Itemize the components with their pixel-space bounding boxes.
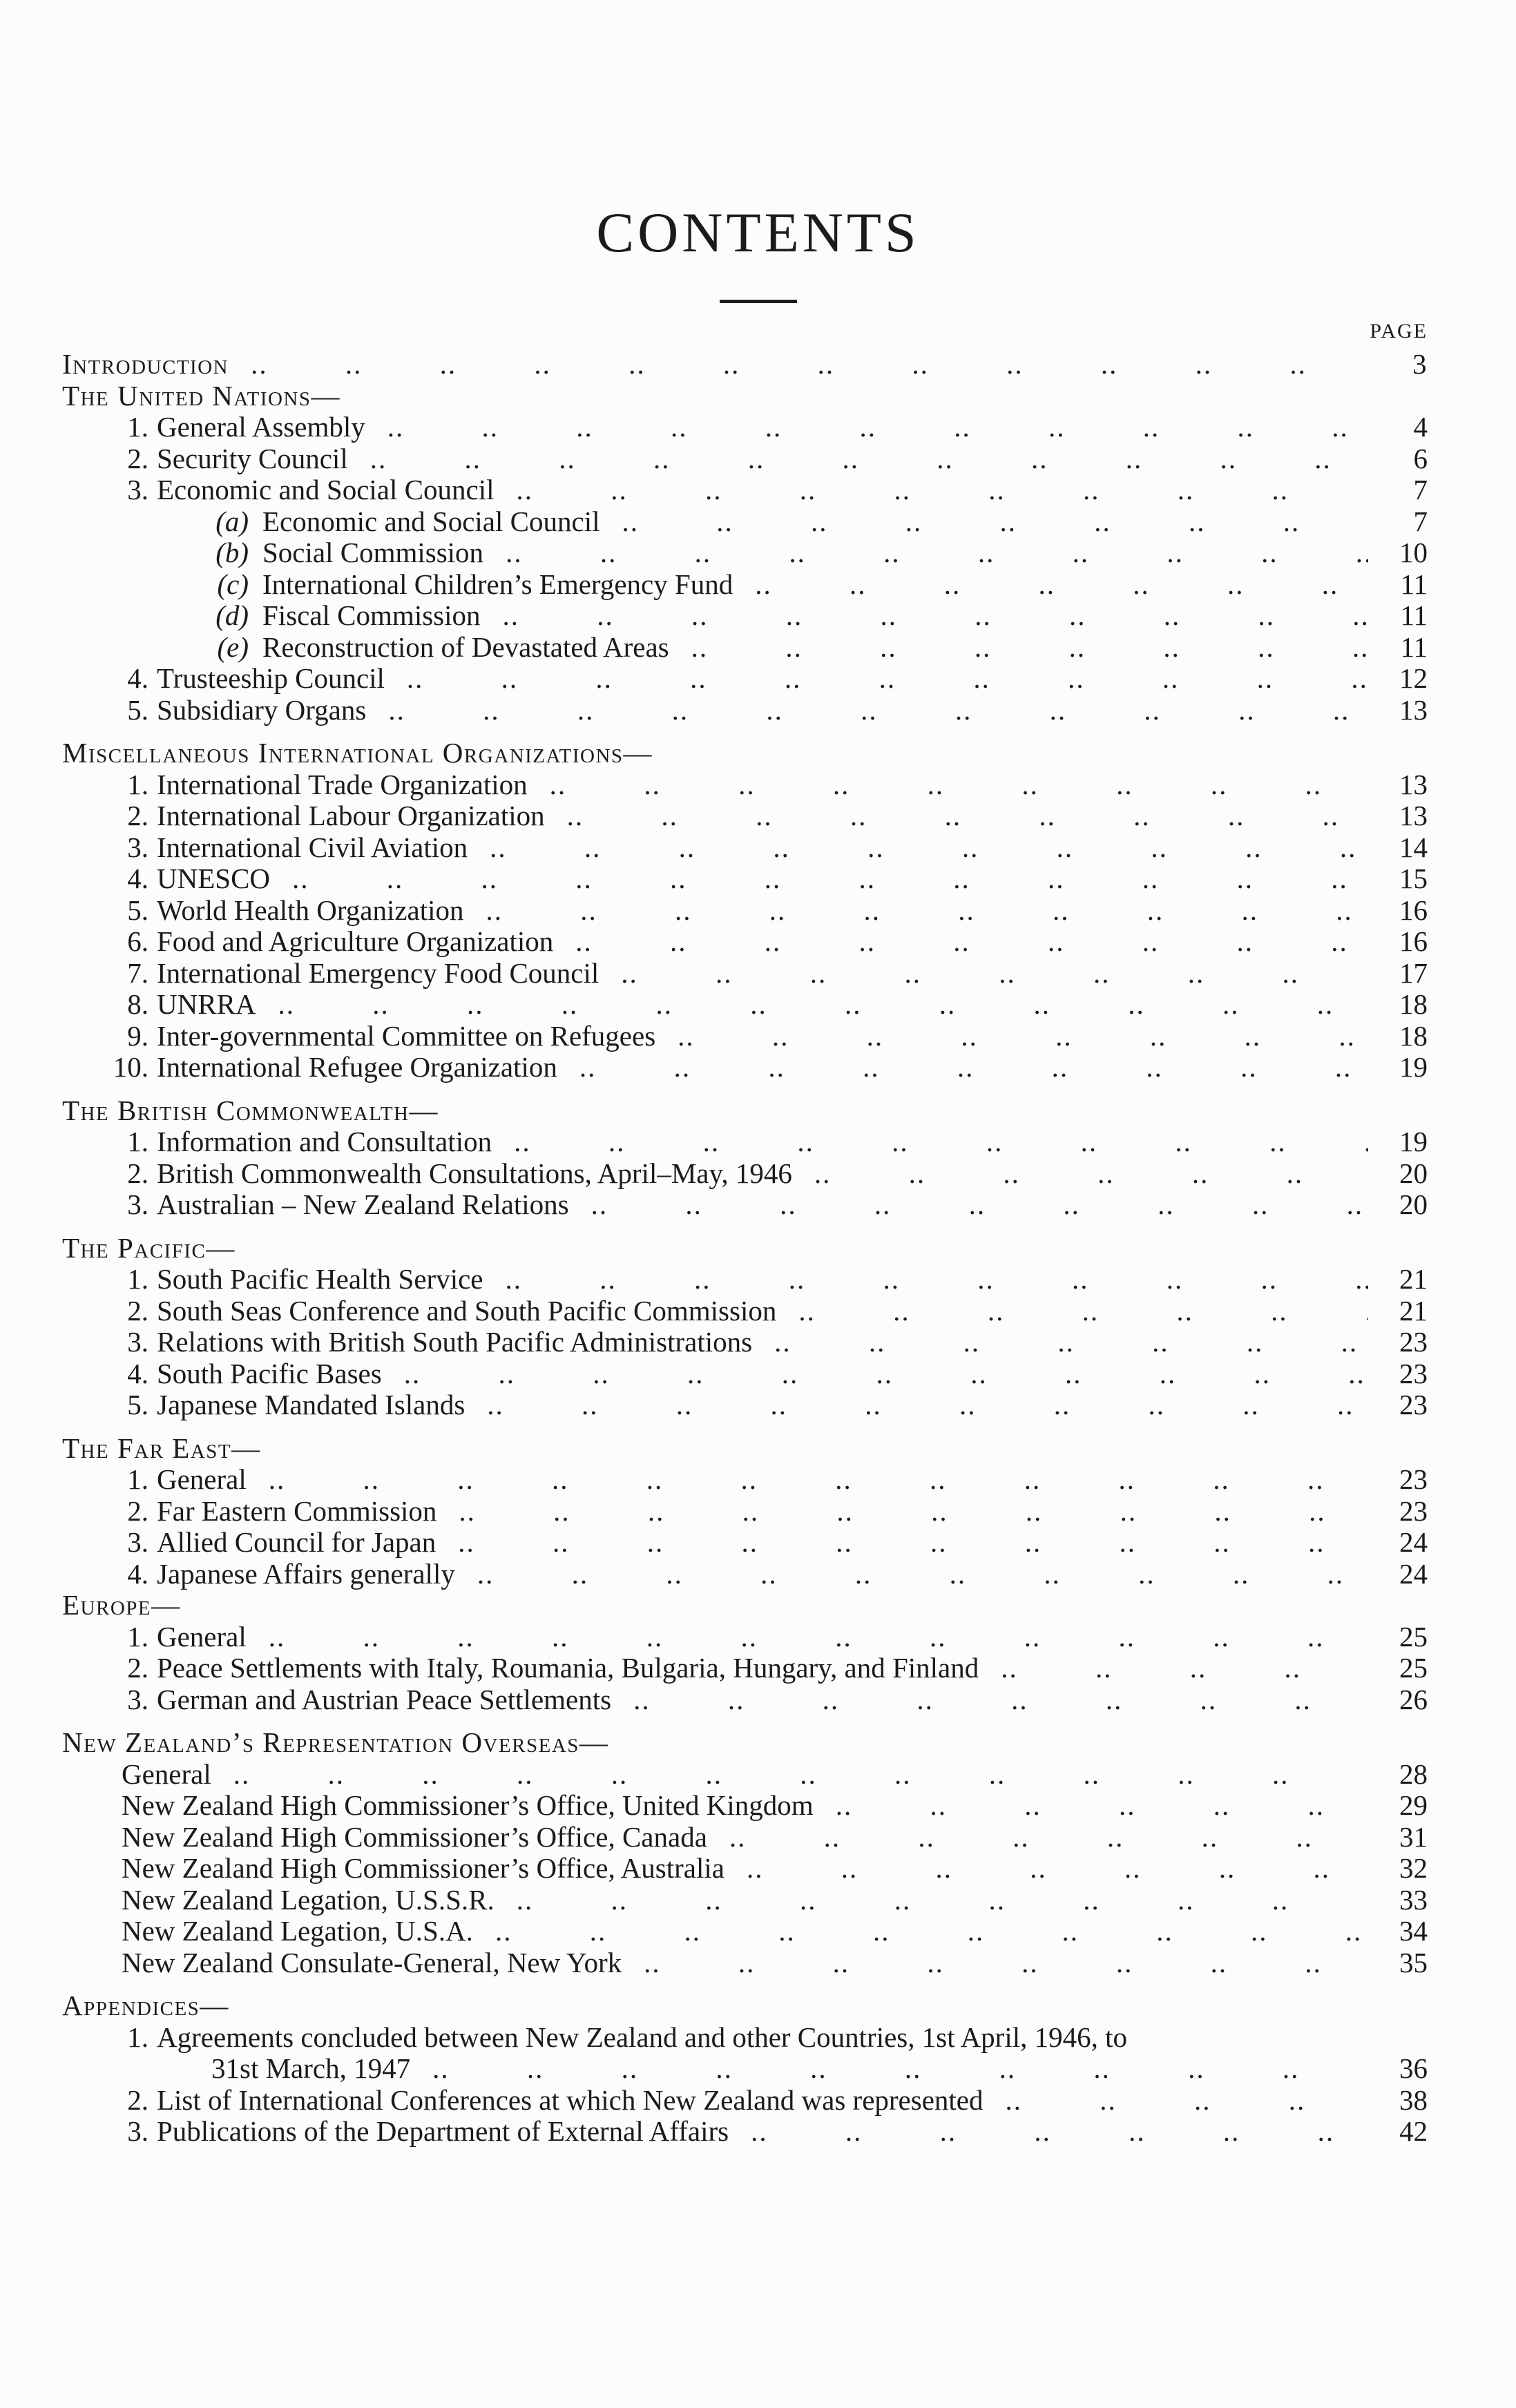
page-number: 23 bbox=[1399, 1326, 1428, 1358]
entry-number: 2. bbox=[127, 442, 148, 474]
entry-number: 4. bbox=[127, 1357, 148, 1389]
toc-entry bbox=[0, 1021, 1428, 1052]
toc-entry bbox=[0, 1822, 1428, 1853]
entry-label: New Zealand Legation, U.S.S.R. bbox=[122, 1883, 495, 1916]
toc-section-heading bbox=[0, 381, 1428, 412]
entry-label: The Far East— bbox=[62, 1432, 261, 1464]
dot-leader bbox=[441, 1496, 1368, 1528]
entry-label: British Commonwealth Consultations, April–May, 1946 bbox=[157, 1157, 792, 1189]
entry-number: 3. bbox=[127, 1526, 148, 1558]
page-column-header-row bbox=[0, 320, 1516, 343]
entry-number: (c) bbox=[217, 568, 249, 600]
entry-label: Fiscal Commission bbox=[262, 599, 481, 631]
entry-label: New Zealand’s Representation Overseas— bbox=[62, 1726, 609, 1758]
toc-entry bbox=[0, 1389, 1428, 1421]
dot-leader bbox=[386, 1358, 1368, 1390]
toc-section-heading bbox=[0, 1433, 1428, 1465]
dot-leader bbox=[370, 695, 1368, 726]
page-number: 23 bbox=[1399, 1389, 1428, 1420]
entry-number: 5. bbox=[127, 894, 148, 926]
toc-entry bbox=[0, 1052, 1428, 1083]
entry-number: 3. bbox=[127, 1188, 148, 1220]
entry-label: Miscellaneous International Organizations— bbox=[62, 737, 653, 769]
toc-entry bbox=[0, 1653, 1428, 1684]
toc-entry bbox=[0, 958, 1428, 990]
page-number: 14 bbox=[1399, 831, 1428, 863]
dot-leader bbox=[562, 1052, 1368, 1083]
entry-label: Far Eastern Commission bbox=[157, 1494, 437, 1527]
entry-number: 3. bbox=[127, 474, 148, 505]
entry-label: Relations with British South Pacific Administrations bbox=[157, 1326, 753, 1358]
dot-leader bbox=[352, 443, 1368, 475]
toc-entry bbox=[0, 895, 1428, 927]
dot-leader bbox=[756, 1327, 1368, 1358]
toc-entry bbox=[0, 1189, 1428, 1221]
entry-label: New Zealand High Commissioner’s Office, Australia bbox=[122, 1852, 725, 1884]
page-number: 19 bbox=[1399, 1051, 1428, 1083]
entry-label: Inter-governmental Committee on Refugees bbox=[157, 1019, 656, 1052]
entry-label: International Trade Organization bbox=[157, 768, 528, 800]
toc-entry bbox=[0, 800, 1428, 832]
dot-leader bbox=[673, 632, 1368, 664]
dot-leader bbox=[472, 832, 1368, 864]
page-number: 26 bbox=[1399, 1683, 1428, 1715]
page-number: 12 bbox=[1399, 662, 1428, 694]
dot-leader bbox=[498, 474, 1368, 506]
toc-entry bbox=[0, 663, 1428, 695]
page-number: 10 bbox=[1399, 537, 1428, 568]
entry-label: Australian – New Zealand Relations bbox=[157, 1188, 569, 1220]
dot-leader bbox=[370, 412, 1368, 443]
dot-leader bbox=[557, 926, 1368, 958]
entry-number: 10. bbox=[113, 1051, 148, 1083]
toc-section-heading bbox=[0, 1590, 1428, 1621]
entry-label: New Zealand Consulate-General, New York bbox=[122, 1946, 622, 1978]
entry-number: 2. bbox=[127, 2083, 148, 2116]
entry-label: International Refugee Organization bbox=[157, 1051, 557, 1083]
dot-leader bbox=[488, 1264, 1368, 1295]
dot-leader bbox=[389, 663, 1368, 695]
entry-number: 2. bbox=[127, 1494, 148, 1527]
dot-leader bbox=[729, 1853, 1368, 1885]
dot-leader bbox=[660, 1021, 1368, 1052]
toc-entry bbox=[0, 1464, 1428, 1496]
page-number: 29 bbox=[1399, 1789, 1428, 1821]
page-number: 11 bbox=[1400, 568, 1428, 600]
page-number: 42 bbox=[1399, 2115, 1428, 2147]
entry-number: 9. bbox=[127, 1019, 148, 1052]
entry-label: General bbox=[122, 1757, 211, 1790]
page-title: CONTENTS bbox=[596, 201, 920, 264]
entry-number: 2. bbox=[127, 1652, 148, 1684]
entry-label: New Zealand High Commissioner’s Office, Canada bbox=[122, 1820, 707, 1853]
toc-entry bbox=[0, 1496, 1428, 1528]
entry-label: International Emergency Food Council bbox=[157, 956, 599, 989]
toc-entry bbox=[0, 1158, 1428, 1190]
page-number: 19 bbox=[1399, 1126, 1428, 1157]
toc-entry bbox=[0, 2022, 1428, 2054]
entry-label: Information and Consultation bbox=[157, 1126, 492, 1157]
toc-entry bbox=[0, 695, 1428, 726]
page-number: 4 bbox=[1413, 411, 1428, 443]
toc-section-heading bbox=[0, 1727, 1428, 1759]
dot-leader bbox=[549, 800, 1368, 832]
entry-number: 3. bbox=[127, 831, 148, 863]
dot-leader bbox=[983, 1653, 1368, 1684]
entry-label: International Children’s Emergency Fund bbox=[262, 568, 733, 600]
dot-leader bbox=[459, 1559, 1368, 1590]
entry-label: UNESCO bbox=[157, 863, 271, 894]
page-number: 15 bbox=[1399, 863, 1428, 894]
toc-section-heading bbox=[0, 738, 1428, 769]
entry-number: 4. bbox=[127, 863, 148, 894]
toc-entry bbox=[0, 1358, 1428, 1390]
toc-entry bbox=[0, 600, 1428, 632]
entry-label: General bbox=[157, 1620, 247, 1653]
dot-leader bbox=[414, 2053, 1368, 2085]
dot-leader bbox=[496, 1126, 1368, 1158]
dot-leader bbox=[233, 349, 1368, 381]
page-number: 7 bbox=[1413, 505, 1428, 537]
entry-label: List of International Conferences at which New Zealand was represented bbox=[157, 2083, 984, 2116]
entry-number: 2. bbox=[127, 800, 148, 831]
entry-number: 1. bbox=[127, 1463, 148, 1495]
entry-number: 3. bbox=[127, 1326, 148, 1358]
entry-label: Introduction bbox=[62, 348, 229, 380]
entry-number: 4. bbox=[127, 1557, 148, 1590]
page-number: 33 bbox=[1399, 1883, 1428, 1916]
title-rule bbox=[720, 300, 797, 303]
page-number: 34 bbox=[1399, 1915, 1428, 1947]
page-number: 25 bbox=[1399, 1652, 1428, 1684]
entry-number: 5. bbox=[127, 693, 148, 726]
page-number: 11 bbox=[1400, 599, 1428, 631]
toc-entry bbox=[0, 537, 1428, 569]
entry-number: 7. bbox=[127, 956, 148, 989]
toc-entry bbox=[0, 2085, 1428, 2117]
entry-number: 1. bbox=[127, 1263, 148, 1295]
entry-label: General bbox=[157, 1463, 247, 1495]
dot-leader bbox=[818, 1790, 1368, 1822]
entry-label: Publications of the Department of External Affairs bbox=[157, 2115, 729, 2147]
entry-number: (d) bbox=[215, 599, 249, 631]
entry-label: The British Commonwealth— bbox=[62, 1094, 439, 1126]
entry-label: Allied Council for Japan bbox=[157, 1526, 436, 1558]
entry-label: International Labour Organization bbox=[157, 800, 545, 831]
toc-entry bbox=[0, 1947, 1428, 1979]
page-number: 18 bbox=[1399, 1019, 1428, 1052]
page-number: 3 bbox=[1412, 348, 1428, 380]
page-number: 35 bbox=[1399, 1946, 1428, 1978]
entry-number: 8. bbox=[127, 988, 148, 1020]
toc-section-heading bbox=[0, 1095, 1428, 1127]
entry-label: 31st March, 1947 bbox=[211, 2052, 411, 2084]
entry-label: New Zealand Legation, U.S.A. bbox=[122, 1915, 473, 1947]
entry-number: 3. bbox=[127, 2115, 148, 2147]
entry-label: Social Commission bbox=[262, 537, 484, 568]
entry-number: 4. bbox=[127, 662, 148, 694]
toc-entry bbox=[0, 863, 1428, 895]
page-number: 23 bbox=[1399, 1494, 1428, 1527]
entry-label: Food and Agriculture Organization bbox=[157, 925, 554, 957]
page-number: 23 bbox=[1399, 1463, 1428, 1495]
dot-leader bbox=[440, 1527, 1368, 1559]
toc-section-heading bbox=[0, 349, 1428, 381]
toc-entry bbox=[0, 769, 1428, 801]
page-number: 21 bbox=[1399, 1263, 1428, 1295]
dot-leader bbox=[573, 1189, 1368, 1221]
toc-entry bbox=[0, 632, 1428, 664]
page-number: 25 bbox=[1399, 1620, 1428, 1653]
entry-label: New Zealand High Commissioner’s Office, United Kingdom bbox=[122, 1789, 814, 1821]
dot-leader bbox=[615, 1684, 1368, 1716]
entry-label: Japanese Affairs generally bbox=[157, 1557, 455, 1590]
entry-number: 1. bbox=[127, 411, 148, 443]
dot-leader bbox=[468, 895, 1368, 927]
dot-leader bbox=[215, 1759, 1368, 1791]
dot-leader bbox=[796, 1158, 1368, 1190]
entry-number: 6. bbox=[127, 925, 148, 957]
toc-entry bbox=[0, 1264, 1428, 1295]
page-number: 18 bbox=[1399, 988, 1428, 1020]
page-number: 16 bbox=[1399, 925, 1428, 957]
dot-leader bbox=[499, 1885, 1368, 1916]
entry-label: Economic and Social Council bbox=[157, 474, 495, 505]
page-number: 13 bbox=[1399, 768, 1428, 800]
page-column-header: PAGE bbox=[1370, 320, 1428, 343]
entry-label: The Pacific— bbox=[62, 1231, 236, 1264]
toc-section-heading bbox=[0, 1233, 1428, 1264]
entry-label: Appendices— bbox=[62, 1990, 229, 2021]
entry-number: 3. bbox=[127, 1683, 148, 1715]
dot-leader bbox=[485, 600, 1368, 632]
toc-entry bbox=[0, 1126, 1428, 1158]
table-of-contents bbox=[0, 349, 1516, 2148]
entry-number: 2. bbox=[127, 1157, 148, 1189]
page-number: 20 bbox=[1399, 1188, 1428, 1220]
entry-label: The United Nations— bbox=[62, 379, 341, 412]
toc-entry bbox=[0, 989, 1428, 1021]
dot-leader bbox=[626, 1947, 1368, 1979]
page-number: 11 bbox=[1400, 630, 1428, 663]
page-number: 6 bbox=[1413, 442, 1428, 474]
toc-entry bbox=[0, 1790, 1428, 1822]
toc-entry bbox=[0, 443, 1428, 475]
dot-leader bbox=[488, 537, 1368, 569]
page-number: 31 bbox=[1399, 1820, 1428, 1853]
entry-label: South Pacific Bases bbox=[157, 1357, 382, 1389]
toc-section-heading bbox=[0, 1990, 1428, 2022]
entry-number: 1. bbox=[127, 1126, 148, 1157]
entry-number: 1. bbox=[127, 1620, 148, 1653]
entry-number: (a) bbox=[215, 505, 249, 537]
entry-label: Trusteeship Council bbox=[157, 662, 385, 694]
dot-leader bbox=[733, 2116, 1368, 2148]
dot-leader bbox=[737, 569, 1368, 601]
entry-number: (e) bbox=[217, 630, 249, 663]
entry-number: (b) bbox=[215, 537, 249, 568]
toc-entry bbox=[0, 506, 1428, 538]
entry-number: 5. bbox=[127, 1389, 148, 1420]
entry-label: International Civil Aviation bbox=[157, 831, 468, 863]
dot-leader bbox=[260, 989, 1368, 1021]
toc-entry bbox=[0, 1916, 1428, 1947]
entry-label: General Assembly bbox=[157, 411, 365, 443]
page-number: 23 bbox=[1399, 1357, 1428, 1389]
page-number: 32 bbox=[1399, 1852, 1428, 1884]
page-number: 21 bbox=[1399, 1294, 1428, 1327]
entry-label: Agreements concluded between New Zealand and other Countries, 1st April, 1946, to bbox=[157, 2021, 1128, 2053]
dot-leader bbox=[604, 506, 1368, 538]
entry-label: UNRRA bbox=[157, 988, 256, 1020]
entry-label: Peace Settlements with Italy, Roumania, Bulgaria, Hungary, and Finland bbox=[157, 1652, 979, 1684]
entry-label: Reconstruction of Devastated Areas bbox=[262, 630, 669, 663]
toc-entry bbox=[0, 1853, 1428, 1885]
dot-leader bbox=[711, 1822, 1368, 1853]
entry-label: World Health Organization bbox=[157, 894, 464, 926]
toc-entry bbox=[0, 1559, 1428, 1590]
page-number: 16 bbox=[1399, 894, 1428, 926]
entry-label: South Seas Conference and South Pacific Commission bbox=[157, 1294, 777, 1327]
page-number: 17 bbox=[1399, 956, 1428, 989]
toc-entry bbox=[0, 1885, 1428, 1916]
page-number: 24 bbox=[1399, 1557, 1428, 1590]
toc-entry bbox=[0, 1295, 1428, 1327]
dot-leader bbox=[251, 1464, 1368, 1496]
page-number: 13 bbox=[1399, 800, 1428, 831]
page-number: 24 bbox=[1399, 1526, 1428, 1558]
dot-leader bbox=[780, 1295, 1368, 1327]
toc-entry bbox=[0, 1684, 1428, 1716]
entry-label: Security Council bbox=[157, 442, 348, 474]
toc-entry bbox=[0, 832, 1428, 864]
entry-number: 2. bbox=[127, 1294, 148, 1327]
entry-label: Europe— bbox=[62, 1589, 181, 1621]
entry-label: Japanese Mandated Islands bbox=[157, 1389, 466, 1420]
toc-entry bbox=[0, 1621, 1428, 1653]
entry-label: Economic and Social Council bbox=[262, 505, 600, 537]
page-number: 13 bbox=[1399, 693, 1428, 726]
entry-label: Subsidiary Organs bbox=[157, 693, 367, 726]
page-number: 36 bbox=[1399, 2052, 1428, 2084]
toc-entry bbox=[0, 412, 1428, 443]
dot-leader bbox=[532, 769, 1368, 801]
page-number: 20 bbox=[1399, 1157, 1428, 1189]
page-number: 28 bbox=[1399, 1757, 1428, 1790]
toc-entry bbox=[0, 2116, 1428, 2148]
dot-leader bbox=[251, 1621, 1368, 1653]
toc-entry bbox=[0, 1527, 1428, 1559]
dot-leader bbox=[477, 1916, 1368, 1947]
dot-leader bbox=[603, 958, 1368, 990]
dot-leader bbox=[988, 2085, 1369, 2117]
dot-leader bbox=[469, 1389, 1368, 1421]
toc-entry bbox=[0, 926, 1428, 958]
toc-entry bbox=[0, 1327, 1428, 1358]
toc-entry bbox=[0, 569, 1428, 601]
dot-leader bbox=[274, 863, 1368, 895]
entry-label: South Pacific Health Service bbox=[157, 1263, 483, 1295]
entry-label: German and Austrian Peace Settlements bbox=[157, 1683, 612, 1715]
entry-number: 1. bbox=[127, 2021, 148, 2053]
toc-entry bbox=[0, 474, 1428, 506]
toc-entry bbox=[0, 1759, 1428, 1791]
entry-number: 1. bbox=[127, 768, 148, 800]
page-number: 7 bbox=[1413, 474, 1428, 505]
toc-entry-continuation bbox=[0, 2053, 1428, 2085]
page-number: 38 bbox=[1399, 2083, 1428, 2116]
